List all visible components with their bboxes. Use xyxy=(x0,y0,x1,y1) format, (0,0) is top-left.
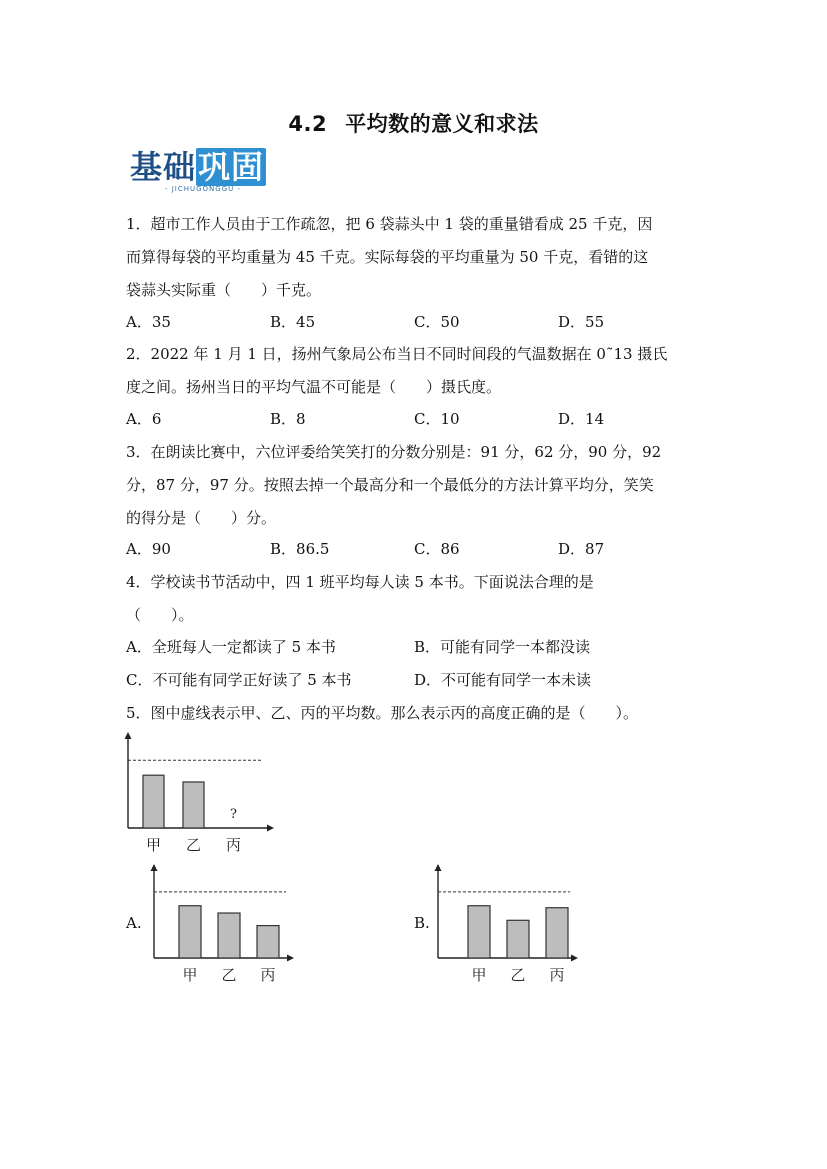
category-label-a-2: 乙 xyxy=(221,966,237,984)
unknown-bar-label: ? xyxy=(230,807,237,822)
x-axis-arrow xyxy=(571,955,578,962)
q1-line-3: 袋蒜头实际重（ ）千克。 xyxy=(126,281,322,299)
q1-line-1: 1．超市工作人员由于工作疏忽，把 6 袋蒜头中 1 袋的重量错看成 25 千克，因 xyxy=(126,215,653,233)
q1-line-2: 而算得每袋的平均重量为 45 千克。实际每袋的平均重量为 50 千克，看错的这 xyxy=(126,248,649,266)
y-axis-arrow xyxy=(125,732,132,739)
q4-option-c[interactable]: C．不可能有同学正好读了 5 本书 xyxy=(126,671,352,689)
q2-line-2: 度之间。扬州当日的平均气温不可能是（ ）摄氏度。 xyxy=(126,378,502,396)
category-label-q-2: 乙 xyxy=(185,836,202,854)
q2-line-1: 2．2022 年 1 月 1 日，扬州气象局公布当日不同时间段的气温数据在 0˜13 摄氏 xyxy=(126,345,668,363)
x-axis-arrow xyxy=(287,955,294,962)
q1-option-d[interactable]: D．55 xyxy=(558,313,605,331)
bar-b-1 xyxy=(468,906,490,958)
y-axis-arrow xyxy=(435,864,442,871)
q3-option-b[interactable]: B．86.5 xyxy=(270,540,330,558)
q4-option-b[interactable]: B．可能有同学一本都没读 xyxy=(414,638,591,656)
chart-option-b[interactable] xyxy=(430,860,580,988)
bar-b-3 xyxy=(546,908,568,958)
logo-subtitle: - JICHUGONGGU - xyxy=(164,185,242,193)
title-text: 平均数的意义和求法 xyxy=(345,112,539,136)
q4-line-2: （ ）。 xyxy=(126,606,194,624)
bar-q-2 xyxy=(183,782,204,828)
page-title xyxy=(0,108,827,138)
q3-line-1: 3．在朗读比赛中，六位评委给笑笑打的分数分别是：91 分，62 分，90 分，92 xyxy=(126,443,662,461)
q1-option-a[interactable]: A．35 xyxy=(126,313,171,331)
q5-option-a-label[interactable]: A. xyxy=(126,914,142,932)
bar-q-1 xyxy=(143,775,164,828)
logo-text xyxy=(130,150,276,184)
chart-option-a[interactable] xyxy=(146,860,296,988)
q3-line-3: 的得分是（ ）分。 xyxy=(126,509,277,527)
q3-option-c[interactable]: C．86 xyxy=(414,540,460,558)
category-label-b-1: 甲 xyxy=(471,966,487,984)
logo-text-b: 巩固 xyxy=(198,148,265,186)
chart-question xyxy=(118,730,278,858)
q3-option-d[interactable]: D．87 xyxy=(558,540,605,558)
bar-a-2 xyxy=(218,913,240,958)
q5-line-1: 5．图中虚线表示甲、乙、丙的平均数。那么表示丙的高度正确的是（ ）。 xyxy=(126,704,639,722)
q4-option-d[interactable]: D．不可能有同学一本未读 xyxy=(414,671,592,689)
q1-option-c[interactable]: C．50 xyxy=(414,313,460,331)
bar-b-2 xyxy=(507,920,529,958)
category-label-a-3: 丙 xyxy=(260,966,276,984)
logo-text-a: 基础 xyxy=(130,148,197,186)
title-number: 4.2 xyxy=(288,112,328,136)
q1-option-b[interactable]: B．45 xyxy=(270,313,316,331)
category-label-q-3: 丙 xyxy=(225,836,242,854)
category-label-b-2: 乙 xyxy=(510,966,526,984)
q3-option-a[interactable]: A．90 xyxy=(126,540,171,558)
q2-option-b[interactable]: B．8 xyxy=(270,410,306,428)
q3-line-2: 分，87 分，97 分。按照去掉一个最高分和一个最低分的方法计算平均分，笑笑 xyxy=(126,476,654,494)
q4-line-1: 4．学校读书节活动中，四 1 班平均每人读 5 本书。下面说法合理的是 xyxy=(126,573,594,591)
bar-a-3 xyxy=(257,926,279,958)
q2-option-a[interactable]: A．6 xyxy=(126,410,162,428)
category-label-q-1: 甲 xyxy=(145,836,162,854)
bar-a-1 xyxy=(179,906,201,958)
q5-option-b-label[interactable]: B. xyxy=(414,914,430,932)
q4-option-a[interactable]: A．全班每人一定都读了 5 本书 xyxy=(126,638,336,656)
y-axis-arrow xyxy=(151,864,158,871)
section-logo xyxy=(130,150,276,194)
category-label-b-3: 丙 xyxy=(549,966,565,984)
q2-option-d[interactable]: D．14 xyxy=(558,410,605,428)
x-axis-arrow xyxy=(267,825,274,832)
category-label-a-1: 甲 xyxy=(182,966,198,984)
q2-option-c[interactable]: C．10 xyxy=(414,410,460,428)
